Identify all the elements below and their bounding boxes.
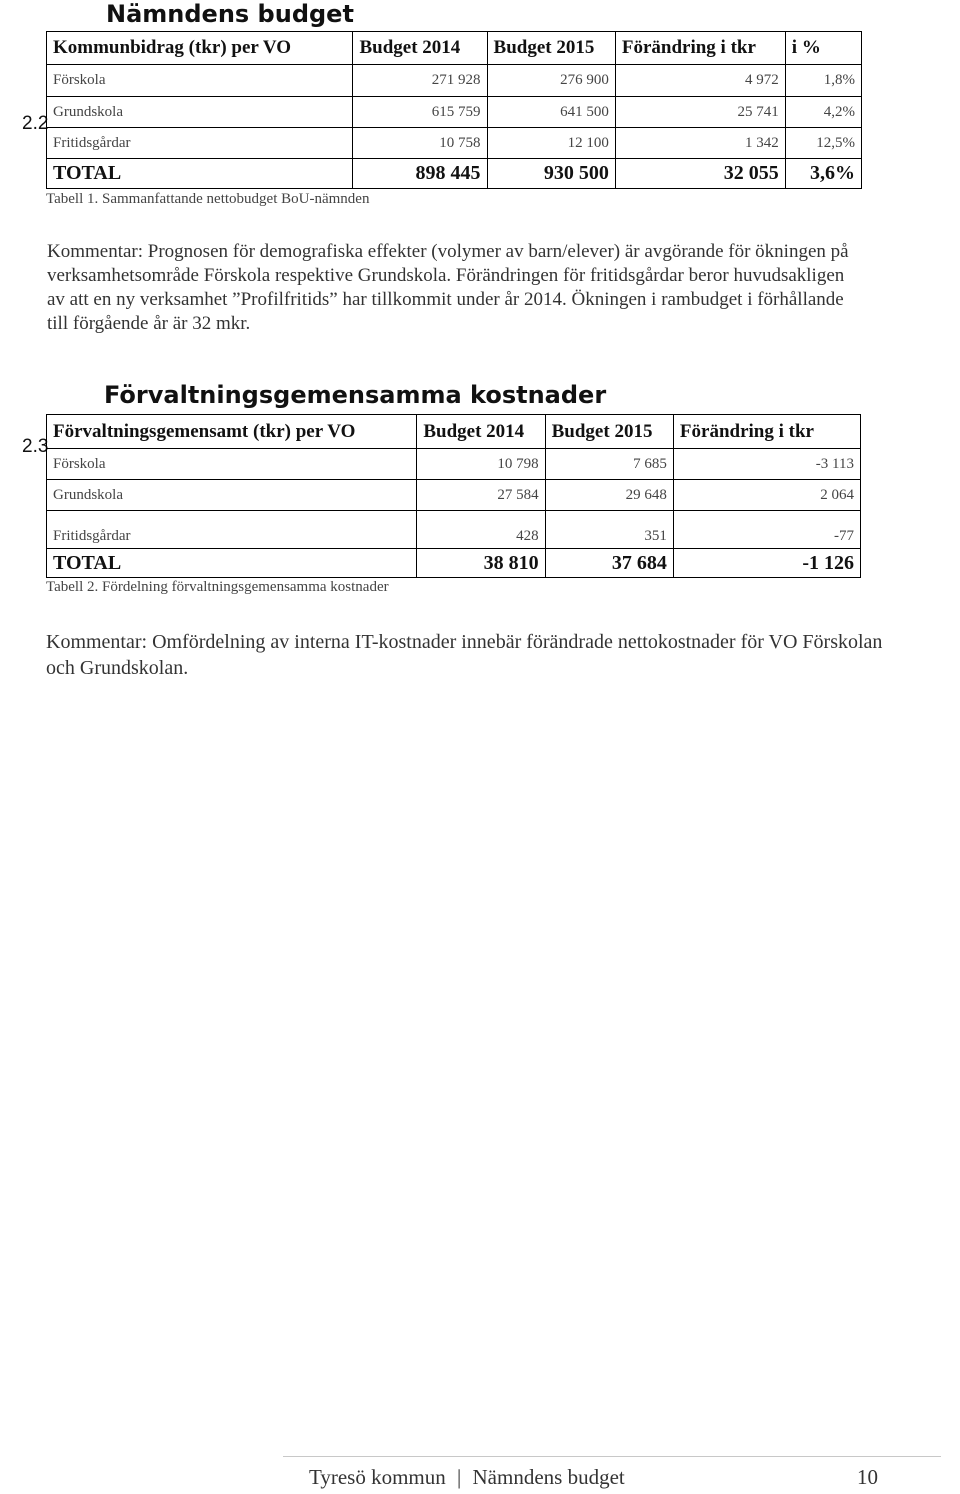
- comment-line: Kommentar: Omfördelning av interna IT-kostnader innebär förändrade nettokostnader för VO Förskolan: [46, 631, 883, 653]
- cell-total-value: 930 500: [487, 159, 615, 189]
- comment-line: av att en ny verksamhet ”Profilfritids” har tillkommit under år 2014. Ökningen i rambudget i förhållande: [47, 289, 844, 310]
- table-header-row: [47, 415, 861, 449]
- comment-line: till förgående år är 32 mkr.: [47, 313, 251, 334]
- cell-value: 25 741: [615, 97, 785, 128]
- footer-divider: [283, 1456, 941, 1457]
- section-heading-shared-costs: Förvaltningsgemensamma kostnader: [104, 381, 607, 409]
- table-total-row: [47, 549, 861, 578]
- cell-vo: Grundskola: [47, 480, 417, 511]
- footer-title: Nämndens budget: [472, 1465, 625, 1489]
- cell-value: 641 500: [487, 97, 615, 128]
- header-cell: Budget 2014: [353, 32, 487, 65]
- cell-value: 10 758: [353, 128, 487, 159]
- cell-value: 7 685: [545, 449, 673, 480]
- cell-value: 615 759: [353, 97, 487, 128]
- comment-line: Kommentar: Prognosen för demografiska effekter (volymer av barn/elever) är avgörande för ökningen på: [47, 241, 849, 262]
- cell-value: 29 648: [545, 480, 673, 511]
- table-row: [47, 449, 861, 480]
- cell-value: 10 798: [417, 449, 545, 480]
- table-caption-1: Tabell 1. Sammanfattande nettobudget BoU-nämnden: [46, 191, 370, 207]
- section-number-2-2: 2.2: [22, 113, 49, 134]
- cell-total-label: TOTAL: [47, 549, 417, 578]
- header-cell: Budget 2014: [417, 415, 545, 449]
- table-caption-2: Tabell 2. Fördelning förvaltningsgemensamma kostnader: [46, 579, 389, 595]
- footer-separator: |: [457, 1465, 462, 1489]
- cell-value: 1,8%: [785, 65, 861, 97]
- cell-value: -77: [673, 511, 860, 549]
- cell-value: 271 928: [353, 65, 487, 97]
- cell-vo: Förskola: [47, 449, 417, 480]
- table-row: [47, 511, 861, 549]
- comment-line: och Grundskolan.: [46, 657, 189, 679]
- table-row: [47, 480, 861, 511]
- comment-paragraph-1: [47, 240, 959, 336]
- cell-value: 4,2%: [785, 97, 861, 128]
- comment-paragraph-2: [46, 629, 958, 681]
- table-total-row: [47, 159, 862, 189]
- page-number: 10: [857, 1465, 878, 1489]
- cell-total-label: TOTAL: [47, 159, 353, 189]
- header-cell: Förvaltningsgemensamt (tkr) per VO: [47, 415, 417, 449]
- cell-total-value: 898 445: [353, 159, 487, 189]
- section-heading-budget: Nämndens budget: [106, 0, 354, 28]
- header-cell: Kommunbidrag (tkr) per VO: [47, 32, 353, 65]
- cell-value: 12 100: [487, 128, 615, 159]
- footer-org: Tyresö kommun: [309, 1465, 446, 1489]
- table-row: [47, 97, 862, 128]
- cell-value: 2 064: [673, 480, 860, 511]
- header-cell: Förändring i tkr: [673, 415, 860, 449]
- cell-total-value: 38 810: [417, 549, 545, 578]
- cell-vo: Grundskola: [47, 97, 353, 128]
- header-cell: Budget 2015: [545, 415, 673, 449]
- shared-costs-table: [46, 414, 861, 578]
- cell-value: 4 972: [615, 65, 785, 97]
- cell-value: 276 900: [487, 65, 615, 97]
- budget-table: [46, 31, 862, 189]
- footer-text: [309, 1465, 625, 1490]
- section-number-2-3: 2.3: [22, 436, 49, 457]
- header-cell: Förändring i tkr: [615, 32, 785, 65]
- comment-line: verksamhetsområde Förskola respektive Grundskola. Förändringen för fritidsgårdar beror huvudsakligen: [47, 265, 845, 286]
- cell-vo: Fritidsgårdar: [47, 511, 417, 549]
- table-header-row: [47, 32, 862, 65]
- cell-vo: Förskola: [47, 65, 353, 97]
- cell-value: 351: [545, 511, 673, 549]
- cell-value: 1 342: [615, 128, 785, 159]
- cell-vo: Fritidsgårdar: [47, 128, 353, 159]
- cell-value: 12,5%: [785, 128, 861, 159]
- header-cell: Budget 2015: [487, 32, 615, 65]
- cell-total-value: 32 055: [615, 159, 785, 189]
- cell-value: -3 113: [673, 449, 860, 480]
- cell-total-value: 3,6%: [785, 159, 861, 189]
- cell-value: 428: [417, 511, 545, 549]
- table-row: [47, 65, 862, 97]
- table-row: [47, 128, 862, 159]
- cell-value: 27 584: [417, 480, 545, 511]
- cell-total-value: -1 126: [673, 549, 860, 578]
- cell-total-value: 37 684: [545, 549, 673, 578]
- header-cell: i %: [785, 32, 861, 65]
